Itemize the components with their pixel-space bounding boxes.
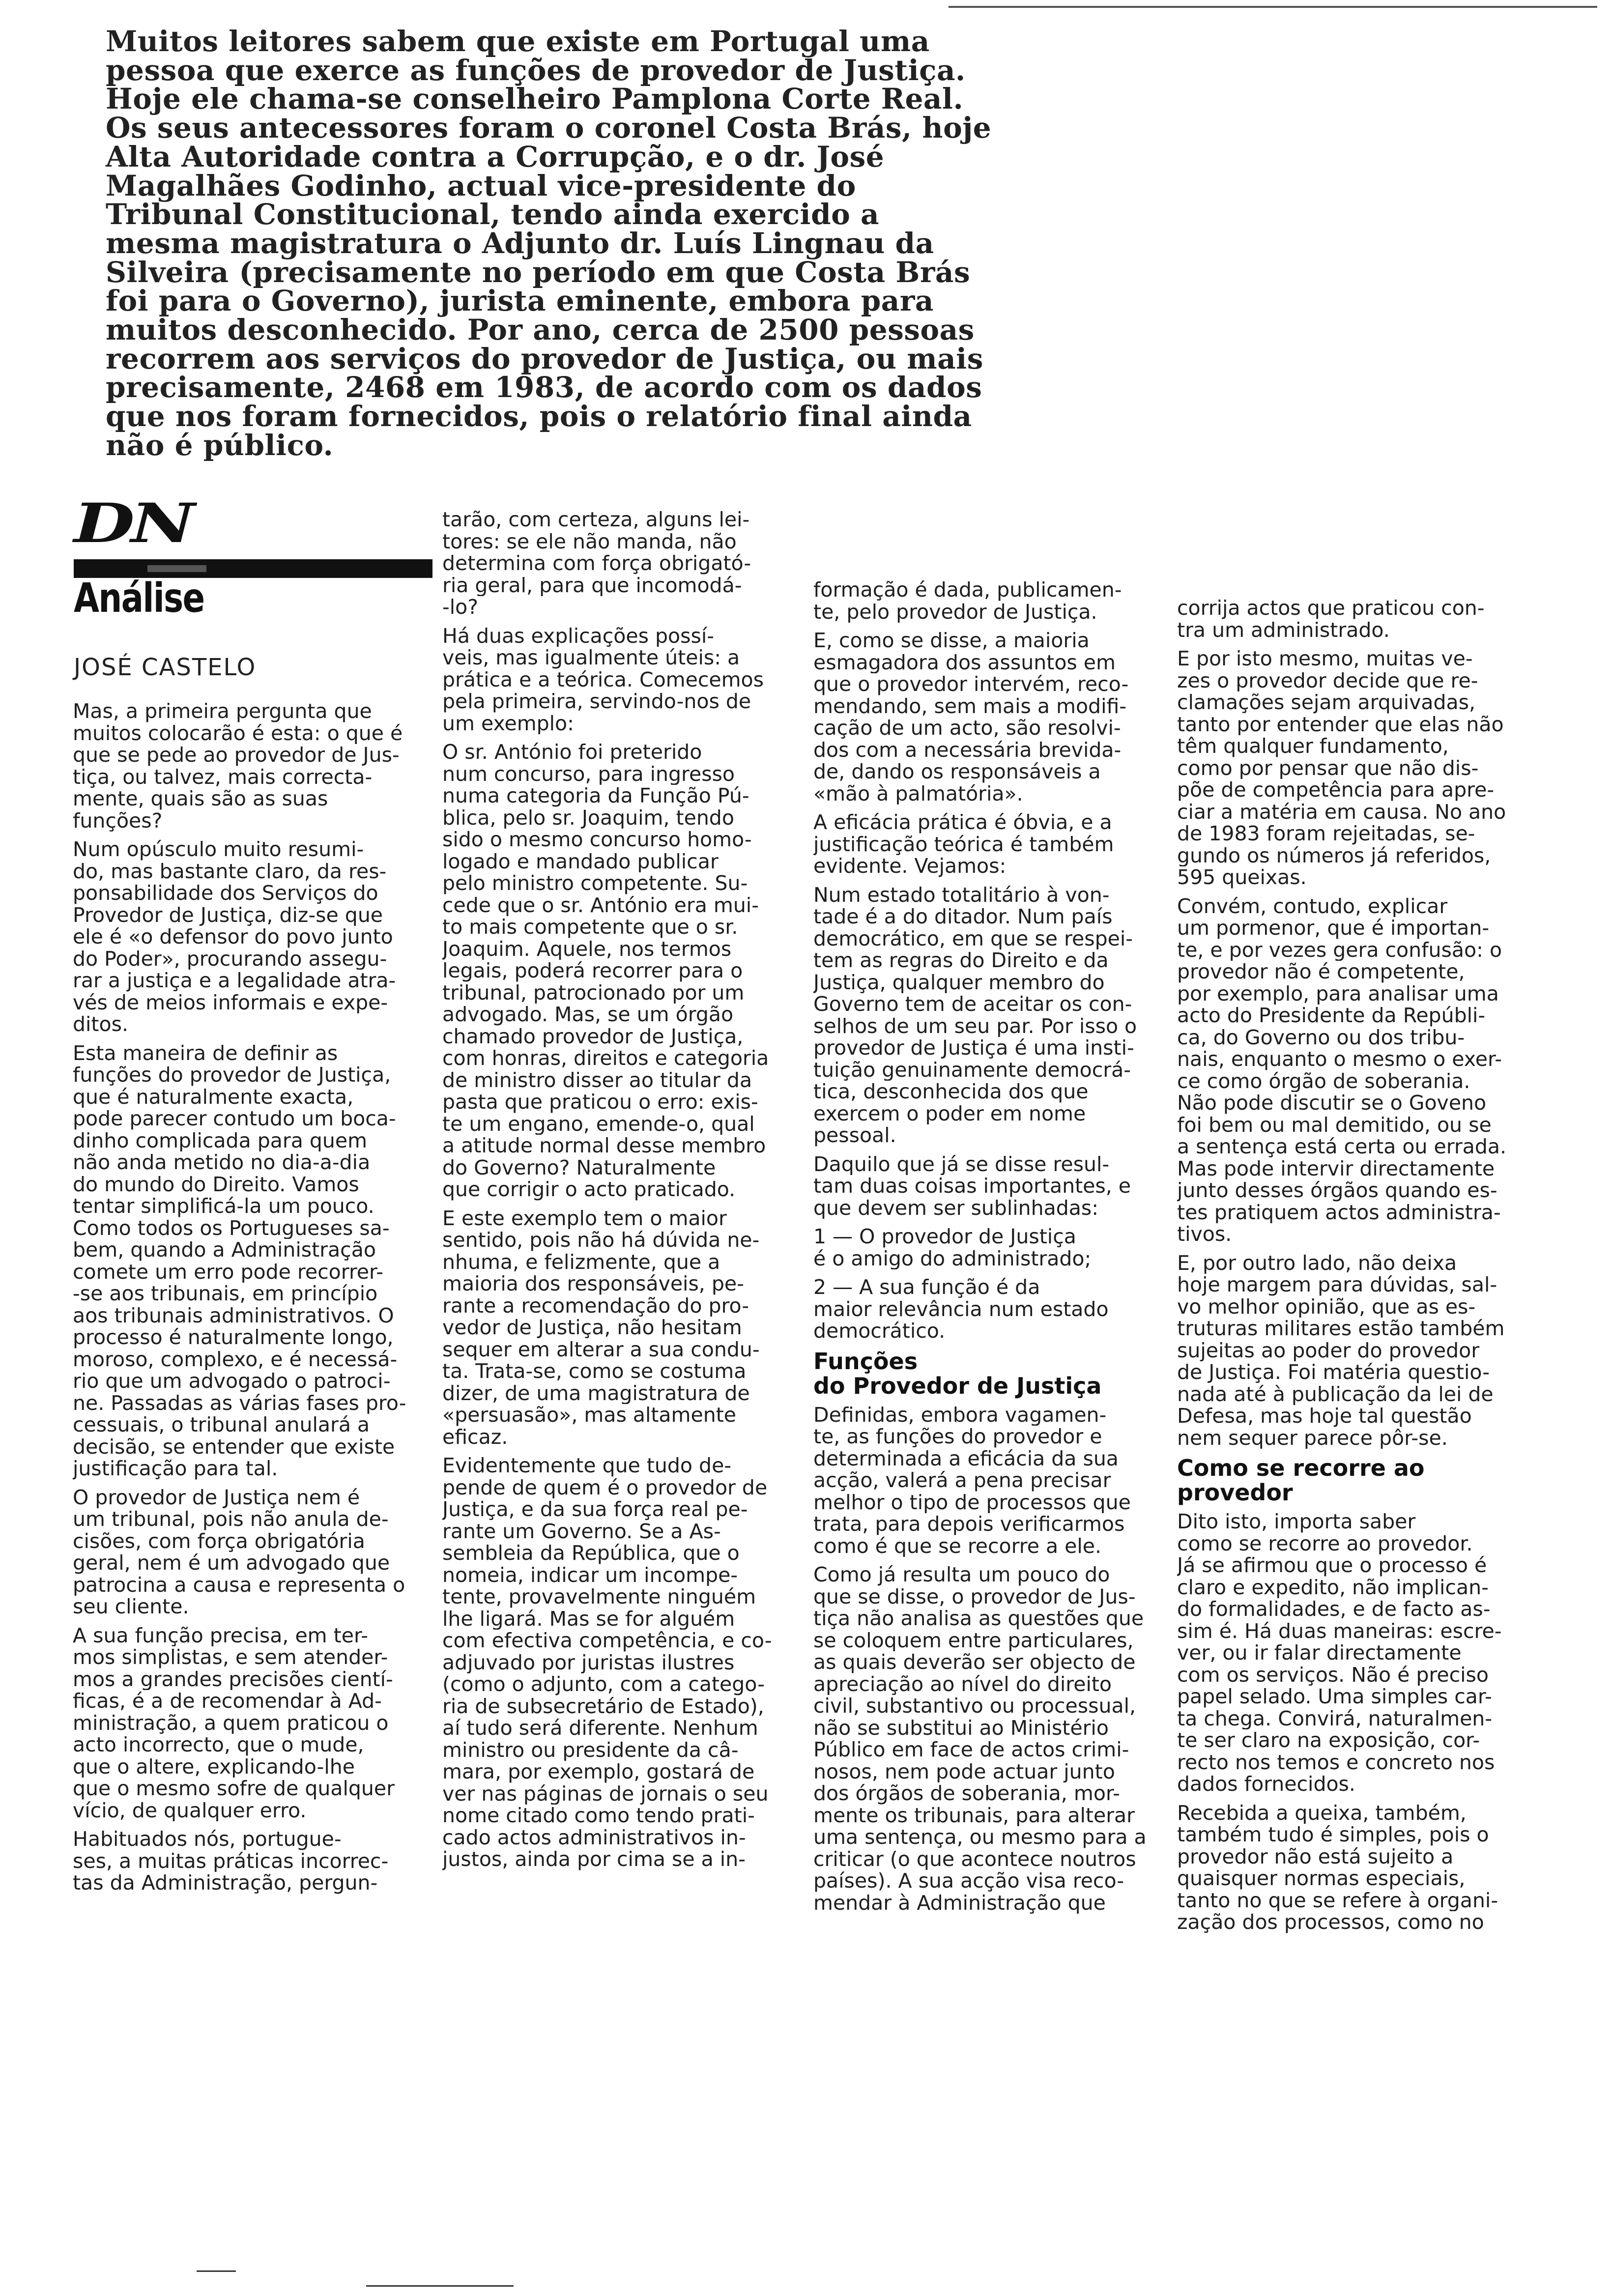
text-line: democrático, em que se respei-	[813, 927, 1133, 949]
text-line: pessoa que exerce as funções de provedor de Justiça.	[106, 53, 966, 87]
text-line: te, pelo provedor de Justiça.	[813, 601, 1097, 623]
text-line: como por pensar que não dis-	[1177, 757, 1479, 779]
text-line: esmagadora dos assuntos em	[813, 651, 1116, 673]
text-line: dinho complicada para quem	[73, 1129, 368, 1151]
text-line: nada até à publicação da lei de	[1177, 1383, 1494, 1405]
text-line: sequer em alterar a sua condu-	[442, 1338, 760, 1360]
text-line: tes pratiquem actos administra-	[1177, 1201, 1501, 1223]
text-line: do Poder», procurando assegu-	[73, 947, 387, 970]
text-line: que o altere, explicando-lhe	[73, 1755, 355, 1778]
text-line: nomeia, indicar um incompe-	[442, 1564, 738, 1586]
text-line: de Justiça. Foi matéria questio-	[1177, 1361, 1490, 1383]
text-line: aos tribunais administrativos. O	[73, 1304, 394, 1326]
text-line: tra um administrado.	[1177, 619, 1390, 641]
text-line: Público em face de actos crimi-	[813, 1739, 1129, 1761]
text-line: foi bem ou mal demitido, ou se	[1177, 1114, 1492, 1136]
text-line: provedor de Justiça é uma insti-	[813, 1037, 1134, 1059]
text-line: nosos, nem pode actuar junto	[813, 1760, 1115, 1782]
text-line: ne. Passadas as várias fases pro-	[73, 1392, 406, 1414]
text-line: vés de meios informais e expe-	[73, 991, 388, 1013]
text-line: ciar a matéria em causa. No ano	[1177, 801, 1506, 823]
text-line: Convém, contudo, explicar	[1177, 895, 1448, 917]
text-line: maior relevância num estado	[813, 1298, 1109, 1320]
text-line: formação é dada, publicamen-	[813, 579, 1122, 601]
paragraph-gap	[1177, 1795, 1546, 1802]
text-line: numa categoria da Função Pú-	[442, 785, 749, 807]
text-line: dados fornecidos.	[1177, 1773, 1355, 1795]
text-line: Magalhães Godinho, actual vice-presidente do	[106, 169, 856, 202]
paragraph-gap	[73, 1821, 436, 1828]
text-line: ca, do Governo ou dos tribu-	[1177, 1026, 1465, 1048]
text-line: cede que o sr. António era mui-	[442, 894, 759, 916]
text-line: legais, poderá recorrer para o	[442, 960, 743, 982]
text-line: ministração, a quem praticou o	[73, 1712, 389, 1734]
text-line: mente, quais são as suas	[73, 788, 328, 810]
text-line: Dito isto, importa saber	[1177, 1511, 1416, 1533]
text-line: Há duas explicações possí-	[442, 625, 715, 647]
text-line: tentar simplificá-la um pouco.	[73, 1195, 374, 1217]
text-line: criticar (o que acontece noutros	[813, 1848, 1136, 1870]
text-line: E este exemplo tem o maior	[442, 1207, 727, 1229]
column-subheading	[1177, 1456, 1546, 1505]
text-line: justificação teórica é também	[813, 833, 1114, 855]
text-line: -se aos tribunais, em princípio	[73, 1283, 378, 1305]
text-line: ditos.	[73, 1013, 128, 1035]
text-line: Num opúsculo muito resumi-	[73, 838, 364, 861]
text-line: tem as regras do Direito e da	[813, 949, 1109, 972]
text-line: uma sentença, ou mesmo para a	[813, 1826, 1147, 1848]
text-line: não é público.	[106, 428, 334, 462]
text-line: Hoje ele chama-se conselheiro Pamplona Corte Real.	[106, 82, 964, 116]
subheading-line: do Provedor de Justiça	[813, 1372, 1102, 1399]
article-column-4	[1177, 597, 1546, 1933]
text-line: aí tudo será diferente. Nenhum	[442, 1717, 758, 1739]
text-line: mos a grandes precisões cientí-	[73, 1668, 393, 1690]
text-line: não se substitui ao Ministério	[813, 1717, 1109, 1739]
text-line: rio que um advogado o patroci-	[73, 1370, 391, 1392]
text-line: tiça não analisa as questões que	[813, 1607, 1144, 1630]
text-line: dizer, de uma magistratura de	[442, 1382, 750, 1404]
text-line: rante a recomendação do pro-	[442, 1294, 749, 1317]
text-line: Definidas, embora vagamen-	[813, 1404, 1107, 1426]
text-line: moroso, complexo, e é necessá-	[73, 1348, 398, 1370]
paragraph-gap	[813, 1219, 1172, 1226]
paragraph-gap	[1177, 889, 1546, 895]
text-line: hoje margem para dúvidas, sal-	[1177, 1274, 1497, 1296]
text-line: de ministro disser ao titular da	[442, 1069, 752, 1091]
column-subheading	[813, 1349, 1172, 1398]
text-line: de, dando os responsáveis a	[813, 761, 1101, 783]
text-line: de 1983 foram rejeitadas, se-	[1177, 823, 1475, 845]
text-line: Não pode discutir se o Goveno	[1177, 1092, 1487, 1114]
text-line: sujeitas ao poder do provedor	[1177, 1339, 1480, 1361]
text-line: Governo tem de aceitar os con-	[813, 993, 1132, 1015]
text-line: tanto por entender que elas não	[1177, 713, 1504, 735]
text-line: Mas, a primeira pergunta que	[73, 700, 372, 722]
text-line: veis, mas igualmente úteis: a	[442, 647, 740, 669]
text-line: justos, ainda por cima se a in-	[442, 1848, 746, 1870]
text-line: Silveira (precisamente no período em que Costa Brás	[106, 255, 971, 289]
text-line: mente os tribunais, para alterar	[813, 1804, 1135, 1826]
text-line: tribunal, patrocionado por um	[442, 981, 745, 1004]
paragraph-gap	[73, 1618, 436, 1625]
text-line: corrija actos que praticou con-	[1177, 597, 1485, 619]
text-line: tores: se ele não manda, não	[442, 530, 737, 552]
text-line: que nos foram fornecidos, pois o relatório final ainda	[106, 400, 972, 433]
text-line: tiça, ou talvez, mais correcta-	[73, 766, 373, 788]
text-line: com efectiva competência, e co-	[442, 1630, 772, 1652]
text-line: Habituados nós, portugue-	[73, 1828, 342, 1850]
paragraph-gap	[442, 1448, 808, 1455]
paragraph-gap	[813, 1147, 1172, 1153]
text-line: cisões, com força obrigatória	[73, 1530, 365, 1552]
text-line: recto nos temos e concreto nos	[1177, 1751, 1495, 1773]
text-line: um tribunal, pois não anula de-	[73, 1508, 389, 1530]
paragraph-gap	[813, 804, 1172, 811]
paragraph-gap	[73, 1035, 436, 1042]
text-line: Como todos os Portugueses sa-	[73, 1217, 390, 1239]
text-line: acção, valerá a pena precisar	[813, 1469, 1111, 1492]
text-line: como é que se recorre a ele.	[813, 1535, 1102, 1557]
text-line: (como o adjunto, com a catego-	[442, 1673, 765, 1695]
text-line: claro e expedito, não implican-	[1177, 1576, 1489, 1598]
text-line: prática e a teórica. Comecemos	[442, 668, 764, 690]
text-line: não anda metido no dia-a-dia	[73, 1151, 371, 1174]
text-line: mos simplistas, e sem atender-	[73, 1646, 388, 1668]
text-line: te um engano, emende-o, qual	[442, 1113, 755, 1135]
text-line: cado actos administrativos in-	[442, 1826, 746, 1848]
footer-rule	[366, 2285, 514, 2287]
text-line: ta chega. Convirá, naturalmen-	[1177, 1707, 1493, 1729]
text-line: a sentença está certa ou errada.	[1177, 1136, 1507, 1158]
text-line: do Governo? Naturalmente	[442, 1156, 716, 1178]
text-line: evidente. Vejamos:	[813, 855, 1007, 877]
text-line: melhor o tipo de processos que	[813, 1491, 1131, 1513]
text-line: tente, provavelmente ninguém	[442, 1586, 756, 1608]
text-line: Daquilo que já se disse resul-	[813, 1153, 1110, 1175]
text-line: funções do provedor de Justiça,	[73, 1064, 391, 1086]
text-line: A sua função precisa, em ter-	[73, 1624, 368, 1646]
lede-paragraph	[106, 25, 992, 462]
text-line: gundo os números já referidos,	[1177, 844, 1491, 866]
text-line: zação dos processos, como no	[1177, 1911, 1484, 1933]
text-line: civil, substantivo ou processual,	[813, 1695, 1136, 1717]
text-line: é o amigo do administrado;	[813, 1247, 1092, 1269]
paragraph-gap	[442, 1201, 808, 1207]
subheading-line: provedor	[1177, 1479, 1293, 1506]
text-line: põe de competência para apre-	[1177, 779, 1495, 801]
paragraph-gap	[813, 623, 1172, 630]
text-line: ver nas páginas de jornais o seu	[442, 1782, 769, 1805]
paragraph-gap	[73, 832, 436, 838]
text-line: Muitos leitores sabem que existe em Portugal uma	[106, 25, 930, 58]
text-line: processo é naturalmente longo,	[73, 1326, 394, 1349]
newspaper-logo: DN	[74, 491, 192, 555]
paragraph-gap	[73, 1480, 436, 1487]
text-line: um exemplo:	[442, 712, 574, 734]
footer-rule	[197, 2270, 236, 2272]
text-line: maioria dos responsáveis, pe-	[442, 1273, 744, 1295]
text-line: democrático.	[813, 1320, 946, 1342]
text-line: sembleia da República, que o	[442, 1542, 740, 1564]
text-line: geral, nem é um advogado que	[73, 1552, 390, 1574]
text-line: pelo ministro competente. Su-	[442, 872, 748, 894]
text-line: com os serviços. Não é preciso	[1177, 1664, 1489, 1686]
text-line: funções?	[73, 809, 163, 832]
text-line: papel selado. Uma simples car-	[1177, 1686, 1492, 1708]
text-line: dos órgãos de soberania, mor-	[813, 1782, 1120, 1805]
text-line: pessoal.	[813, 1124, 896, 1147]
text-line: ponsabilidade dos Serviços do	[73, 882, 378, 904]
subheading-line: Funções	[813, 1348, 918, 1375]
text-line: Recebida a queixa, também,	[1177, 1802, 1467, 1824]
text-line: tanto no que se refere à organi-	[1177, 1889, 1498, 1911]
text-line: pasta que praticou o erro: exis-	[442, 1091, 758, 1113]
text-line: sim é. Há duas maneiras: escre-	[1177, 1620, 1502, 1642]
text-line: tam duas coisas importantes, e	[813, 1175, 1131, 1197]
text-line: mendar à Administração que	[813, 1892, 1106, 1914]
text-line: tas da Administração, pergun-	[73, 1872, 378, 1894]
text-line: que corrigir o acto praticado.	[442, 1178, 736, 1201]
text-line: seu cliente.	[73, 1596, 189, 1618]
text-line: que o mesmo sofre de qualquer	[73, 1778, 395, 1800]
text-line: que se disse, o provedor de Jus-	[813, 1585, 1136, 1607]
paragraph-gap	[813, 877, 1172, 884]
text-line: ta. Trata-se, como se costuma	[442, 1360, 747, 1382]
text-line: precisamente, 2468 em 1983, de acordo com os dados	[106, 371, 982, 404]
text-line: provedor não está sujeito a	[1177, 1845, 1454, 1867]
text-line: mesma magistratura o Adjunto dr. Luís Lingnau da	[106, 226, 934, 260]
text-line: eficaz.	[442, 1426, 508, 1448]
text-line: um pormenor, que é importan-	[1177, 917, 1490, 939]
text-line: truturas militares estão também	[1177, 1318, 1505, 1340]
text-line: 1 — O provedor de Justiça	[813, 1226, 1076, 1248]
text-line: te, e por vezes gera confusão: o	[1177, 939, 1502, 961]
paragraph-gap	[442, 618, 808, 625]
text-line: 595 queixas.	[1177, 866, 1307, 889]
text-line: rante um Governo. Se a As-	[442, 1520, 721, 1542]
text-line: O provedor de Justiça nem é	[73, 1486, 360, 1508]
text-line: Justiça, qualquer membro do	[813, 971, 1105, 993]
text-line: mara, por exemplo, gostará de	[442, 1761, 755, 1783]
text-line: junto desses órgãos quando es-	[1177, 1179, 1497, 1202]
text-line: que se pede ao provedor de Jus-	[73, 744, 400, 766]
text-line: do mundo do Direito. Vamos	[73, 1173, 359, 1195]
text-line: chamado provedor de Justiça,	[442, 1025, 744, 1047]
text-line: acto incorrecto, que o mude,	[73, 1734, 364, 1756]
text-line: Já se afirmou que o processo é	[1177, 1554, 1487, 1577]
text-line: A eficácia prática é óbvia, e a	[813, 811, 1112, 833]
text-line: ria de subsecretário de Estado),	[442, 1695, 764, 1717]
text-line: te, as funções do provedor e	[813, 1426, 1102, 1448]
text-line: Tribunal Constitucional, tendo ainda exercido a	[106, 198, 880, 231]
text-line: «persuasão», mas altamente	[442, 1404, 737, 1426]
text-line: apreciação ao nível do direito	[813, 1673, 1112, 1695]
text-line: dos com a necessária brevida-	[813, 739, 1122, 761]
section-title: Análise	[74, 575, 204, 622]
text-line: nais, enquanto o mesmo o exer-	[1177, 1048, 1502, 1070]
text-line: vício, de qualquer erro.	[73, 1799, 307, 1821]
text-line: por exemplo, para analisar uma	[1177, 982, 1499, 1004]
text-line: com honras, direitos e categoria	[442, 1047, 769, 1069]
text-line: Defesa, mas hoje tal questão	[1177, 1405, 1472, 1427]
text-line: blica, pelo sr. Joaquim, tendo	[442, 806, 734, 829]
text-line: que o provedor intervém, reco-	[813, 673, 1129, 695]
text-line: tivos.	[1177, 1223, 1232, 1245]
text-line: cessuais, o tribunal anulará a	[73, 1414, 370, 1436]
text-line: E por isto mesmo, muitas ve-	[1177, 648, 1473, 670]
text-line: acto do Presidente da Repúbli-	[1177, 1004, 1486, 1027]
text-line: mendando, sem mais a modifi-	[813, 695, 1127, 717]
text-line: Mas pode intervir directamente	[1177, 1157, 1495, 1179]
text-line: selhos de um seu par. Por isso o	[813, 1015, 1137, 1037]
byline: JOSÉ CASTELO	[74, 654, 257, 681]
text-line: ele é «o defensor do povo junto	[73, 926, 393, 948]
text-line: pode parecer contudo um boca-	[73, 1108, 396, 1130]
text-line: tarão, com certeza, alguns lei-	[442, 509, 750, 531]
text-line: também tudo é simples, pois o	[1177, 1824, 1489, 1846]
text-line: ria geral, para que incomodá-	[442, 574, 742, 596]
text-line: tica, desconhecida dos que	[813, 1081, 1089, 1103]
text-line: O sr. António foi preterido	[442, 741, 702, 763]
text-line: tade é a do ditador. Num país	[813, 906, 1113, 928]
text-line: decisão, se entender que existe	[73, 1435, 395, 1458]
text-line: advogado. Mas, se um órgão	[442, 1004, 734, 1026]
text-line: bem, quando a Administração	[73, 1239, 376, 1261]
text-line: do formalidades, e de facto as-	[1177, 1598, 1491, 1620]
paragraph-gap	[813, 1557, 1172, 1564]
text-line: Alta Autoridade contra a Corrupção, e o dr. José	[106, 140, 885, 173]
text-line: quaisquer normas especiais,	[1177, 1867, 1466, 1890]
text-line: nome citado como tendo prati-	[442, 1805, 755, 1827]
text-line: Joaquim. Aquele, nos termos	[442, 938, 732, 960]
subheading-line: Como se recorre ao	[1177, 1455, 1425, 1481]
text-line: trata, para depois verificarmos	[813, 1513, 1125, 1535]
text-line: «mão à palmatória».	[813, 782, 1023, 804]
text-line: ver, ou ir falar directamente	[1177, 1642, 1462, 1664]
text-line: patrocina a causa e representa o	[73, 1574, 405, 1596]
text-line: comete um erro pode recorrer-	[73, 1261, 384, 1283]
paragraph-gap	[1177, 1245, 1546, 1252]
text-line: têm qualquer fundamento,	[1177, 735, 1449, 757]
text-line: adjuvado por juristas ilustres	[442, 1651, 735, 1673]
text-line: nem sequer parece pôr-se.	[1177, 1427, 1448, 1449]
text-line: E, por outro lado, não deixa	[1177, 1252, 1457, 1274]
text-line: Justiça, e da sua força real pe-	[442, 1498, 748, 1521]
text-line: determinada a eficácia da sua	[813, 1447, 1119, 1469]
text-line: exercem o poder em nome	[813, 1102, 1086, 1124]
paragraph-gap	[1177, 641, 1546, 648]
text-line: Evidentemente que tudo de-	[442, 1455, 732, 1477]
text-line: ses, a muitas práticas incorrec-	[73, 1850, 389, 1872]
text-line: pela primeira, servindo-nos de	[442, 690, 751, 713]
text-line: tuição genuinamente democrá-	[813, 1059, 1131, 1081]
text-line: muitos colocarão é esta: o que é	[73, 722, 403, 744]
text-line: que devem ser sublinhadas:	[813, 1197, 1099, 1219]
text-line: que é naturalmente exacta,	[73, 1086, 354, 1108]
text-line: Esta maneira de definir as	[73, 1042, 338, 1064]
top-rule	[949, 6, 1597, 8]
text-line: sentido, pois não há dúvida ne-	[442, 1229, 760, 1251]
text-line: determina com força obrigató-	[442, 552, 751, 574]
text-line: Os seus antecessores foram o coronel Costa Brás, hoje	[106, 111, 992, 145]
article-column-2	[442, 509, 808, 1870]
text-line: sido o mesmo concurso homo-	[442, 829, 752, 851]
text-line: clamações sejam arquivadas,	[1177, 691, 1476, 714]
paragraph-gap	[813, 1269, 1172, 1276]
text-line: rar a justiça e a legalidade atra-	[73, 970, 396, 992]
paragraph-gap	[442, 734, 808, 741]
text-line: como se recorre ao provedor.	[1177, 1532, 1473, 1554]
text-line: a atitude normal desse membro	[442, 1135, 766, 1157]
text-line: vo melhor opinião, que as es-	[1177, 1295, 1476, 1318]
text-line: muitos desconhecido. Por ano, cerca de 2500 pessoas	[106, 313, 975, 347]
text-line: provedor não é competente,	[1177, 961, 1465, 983]
text-line: num concurso, para ingresso	[442, 763, 735, 785]
text-line: justificação para tal.	[73, 1458, 278, 1480]
text-line: ministro ou presidente da câ-	[442, 1739, 739, 1761]
text-line: cação de um acto, são resolvi-	[813, 717, 1121, 739]
text-line: to mais competente que o sr.	[442, 916, 738, 938]
text-line: -lo?	[442, 596, 479, 618]
text-line: pende de quem é o provedor de	[442, 1476, 768, 1498]
text-line: nhuma, e felizmente, que a	[442, 1251, 720, 1273]
text-line: se coloquem entre particulares,	[813, 1629, 1134, 1651]
text-line: foi para o Governo), jurista eminente, embora para	[106, 284, 934, 318]
text-line: Como já resulta um pouco do	[813, 1564, 1110, 1586]
text-line: Provedor de Justiça, diz-se que	[73, 904, 383, 926]
text-line: 2 — A sua função é da	[813, 1276, 1040, 1298]
text-line: logado e mandado publicar	[442, 850, 719, 872]
text-line: lhe ligará. Mas se for alguém	[442, 1607, 735, 1630]
text-line: ficas, é a de recomendar à Ad-	[73, 1690, 382, 1712]
text-line: as quais deverão ser objecto de	[813, 1651, 1136, 1673]
text-line: do, mas bastante claro, da res-	[73, 860, 387, 882]
article-column-1	[73, 700, 436, 1894]
text-line: Num estado totalitário à von-	[813, 884, 1110, 906]
article-column-3	[813, 579, 1172, 1914]
text-line: vedor de Justiça, não hesitam	[442, 1317, 742, 1339]
text-line: E, como se disse, a maioria	[813, 630, 1090, 652]
text-line: te ser claro na exposição, cor-	[1177, 1729, 1480, 1751]
text-line: países). A sua acção visa reco-	[813, 1870, 1124, 1892]
text-line: zes o provedor decide que re-	[1177, 669, 1478, 691]
text-line: ce como órgão de soberania.	[1177, 1070, 1470, 1092]
text-line: recorrem aos serviços do provedor de Justiça, ou mais	[106, 342, 983, 375]
